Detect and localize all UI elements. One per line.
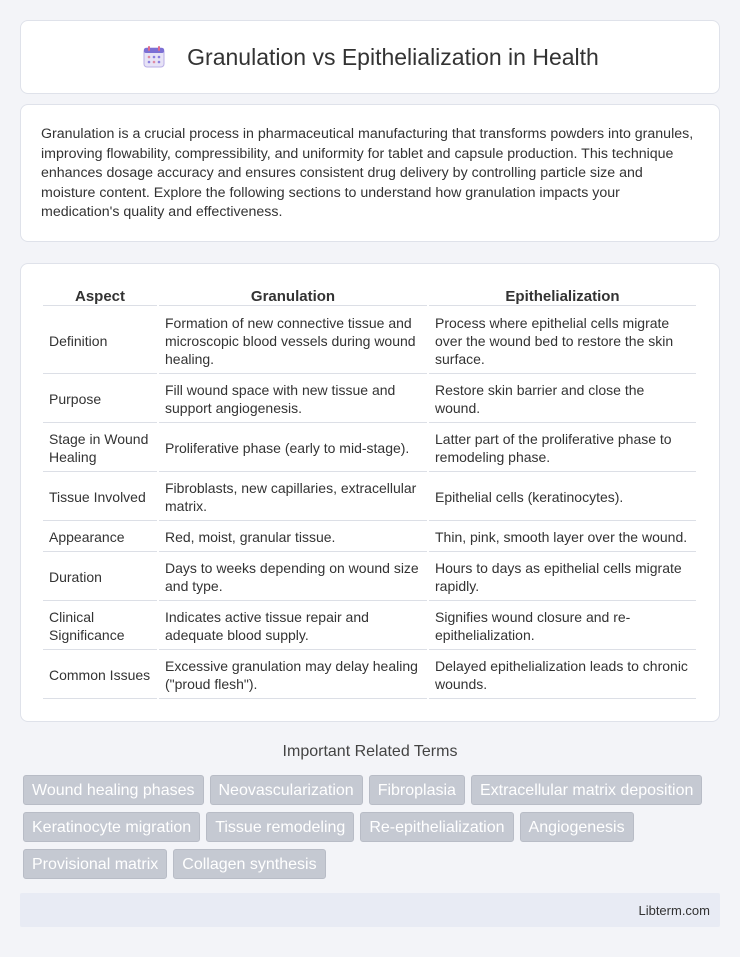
table-row (43, 425, 696, 472)
granulation-cell: Red, moist, granular tissue. (159, 523, 427, 552)
epithelialization-cell: Thin, pink, smooth layer over the wound. (429, 523, 696, 552)
granulation-cell: Days to weeks depending on wound size and type. (159, 554, 427, 601)
granulation-cell: Excessive granulation may delay healing ("proud flesh"). (159, 652, 427, 699)
epithelialization-cell: Signifies wound closure and re-epithelialization. (429, 603, 696, 650)
calendar-icon (141, 44, 167, 70)
aspect-cell: Definition (43, 308, 157, 374)
table-header-row (43, 286, 696, 306)
related-term-tag[interactable]: Collagen synthesis (173, 849, 325, 879)
related-term-tag[interactable]: Provisional matrix (23, 849, 167, 879)
footer-site-link[interactable]: Libterm.com (638, 902, 710, 918)
granulation-cell: Formation of new connective tissue and microscopic blood vessels during wound healing. (159, 308, 427, 374)
related-terms-title: Important Related Terms (282, 743, 458, 760)
aspect-cell: Common Issues (43, 652, 157, 699)
header-epithelialization: Epithelialization (429, 286, 696, 306)
intro-card (20, 104, 720, 242)
header-aspect: Aspect (43, 286, 157, 306)
table-row (43, 308, 696, 374)
related-term-tag[interactable]: Re-epithelialization (360, 812, 513, 842)
granulation-cell: Fibroblasts, new capillaries, extracellular matrix. (159, 474, 427, 521)
comparison-card (20, 263, 720, 722)
aspect-cell: Stage in Wound Healing (43, 425, 157, 472)
intro-text: Granulation is a crucial process in pharmaceutical manufacturing that transforms powders into granules, improving flowability, compressibility, and uniformity for tablet and capsule production. This technique enhances dosage accuracy and ensures consistent drug delivery by controlling particle size and moisture content. Explore the following sections to understand how granulation impacts your medication's quality and effectiveness. (41, 126, 694, 221)
related-term-tag[interactable]: Extracellular matrix deposition (471, 775, 702, 805)
table-row (43, 652, 696, 699)
granulation-cell: Proliferative phase (early to mid-stage). (159, 425, 427, 472)
header (21, 21, 719, 93)
granulation-cell: Indicates active tissue repair and adequate blood supply. (159, 603, 427, 650)
related-term-tag[interactable]: Wound healing phases (23, 775, 204, 805)
related-term-tag[interactable]: Fibroplasia (369, 775, 465, 805)
related-term-tag[interactable]: Angiogenesis (520, 812, 634, 842)
footer (20, 893, 720, 927)
epithelialization-cell: Restore skin barrier and close the wound. (429, 376, 696, 423)
aspect-cell: Tissue Involved (43, 474, 157, 521)
aspect-cell: Purpose (43, 376, 157, 423)
related-terms-list (23, 775, 717, 879)
aspect-cell: Clinical Significance (43, 603, 157, 650)
related-term-tag[interactable]: Keratinocyte migration (23, 812, 200, 842)
epithelialization-cell: Process where epithelial cells migrate over the wound bed to restore the skin surface. (429, 308, 696, 374)
header-granulation: Granulation (159, 286, 427, 306)
header-card (20, 20, 720, 94)
granulation-cell: Fill wound space with new tissue and support angiogenesis. (159, 376, 427, 423)
epithelialization-cell: Hours to days as epithelial cells migrate rapidly. (429, 554, 696, 601)
related-term-tag[interactable]: Neovascularization (210, 775, 363, 805)
table-row (43, 523, 696, 552)
page-title: Granulation vs Epithelialization in Health (187, 43, 599, 70)
table-row (43, 376, 696, 423)
epithelialization-cell: Latter part of the proliferative phase to remodeling phase. (429, 425, 696, 472)
table-row (43, 554, 696, 601)
table-row (43, 474, 696, 521)
epithelialization-cell: Epithelial cells (keratinocytes). (429, 474, 696, 521)
related-term-tag[interactable]: Tissue remodeling (206, 812, 354, 842)
table-row (43, 603, 696, 650)
epithelialization-cell: Delayed epithelialization leads to chronic wounds. (429, 652, 696, 699)
comparison-table (41, 284, 698, 701)
aspect-cell: Appearance (43, 523, 157, 552)
aspect-cell: Duration (43, 554, 157, 601)
